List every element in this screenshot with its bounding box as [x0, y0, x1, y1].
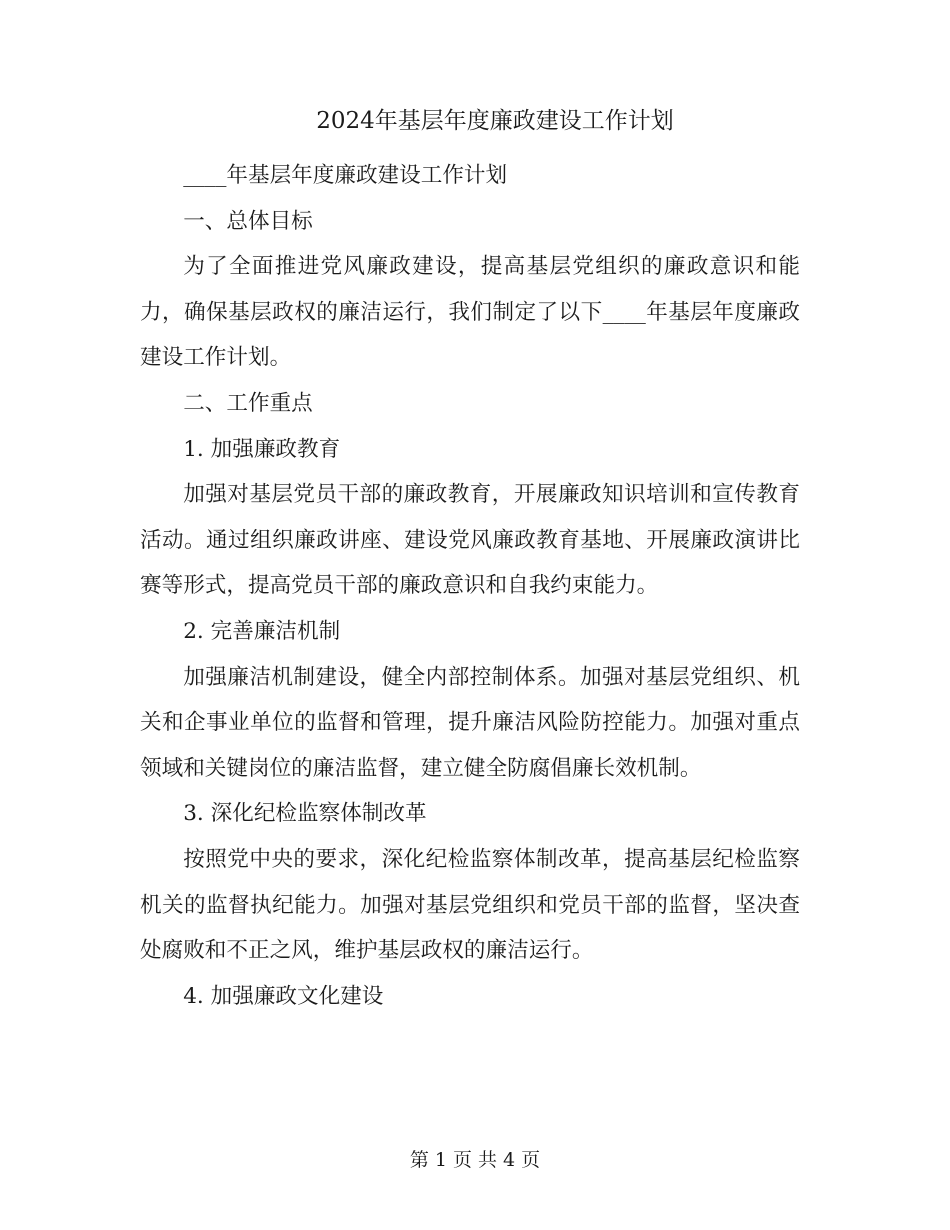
body-paragraph: 按照党中央的要求，深化纪检监察体制改革，提高基层纪检监察机关的监督执纪能力。加强对基层党组织和党员干部的监督，坚决查处腐败和不正之风，维护基层政权的廉洁运行。 — [140, 846, 800, 964]
document-body — [140, 153, 800, 1019]
section-heading-1: 一、总体目标 — [183, 208, 313, 234]
subtitle-paragraph: ____年基层年度廉政建设工作计划 — [183, 163, 508, 188]
item-heading-2: 2. 完善廉洁机制 — [183, 618, 341, 644]
document-title: 2024年基层年度廉政建设工作计划 — [316, 108, 674, 134]
item-heading-4: 4. 加强廉政文化建设 — [183, 983, 384, 1009]
body-paragraph: 加强廉洁机制建设，健全内部控制体系。加强对基层党组织、机关和企事业单位的监督和管理，提升廉洁风险防控能力。加强对重点领域和关键岗位的廉洁监督，建立健全防腐倡廉长效机制。 — [140, 664, 800, 781]
page-number: 第 1 页 共 4 页 — [409, 1149, 541, 1171]
body-paragraph: 加强对基层党员干部的廉政教育，开展廉政知识培训和宣传教育活动。通过组织廉政讲座、建设党风廉政教育基地、开展廉政演讲比赛等形式，提高党员干部的廉政意识和自我约束能力。 — [140, 482, 800, 599]
body-paragraph: 为了全面推进党风廉政建设，提高基层党组织的廉政意识和能力，确保基层政权的廉洁运行，我们制定了以下____年基层年度廉政建设工作计划。 — [140, 254, 800, 371]
item-heading-3: 3. 深化纪检监察体制改革 — [183, 801, 427, 827]
item-heading-1: 1. 加强廉政教育 — [183, 436, 341, 462]
section-heading-2: 二、工作重点 — [183, 390, 313, 416]
